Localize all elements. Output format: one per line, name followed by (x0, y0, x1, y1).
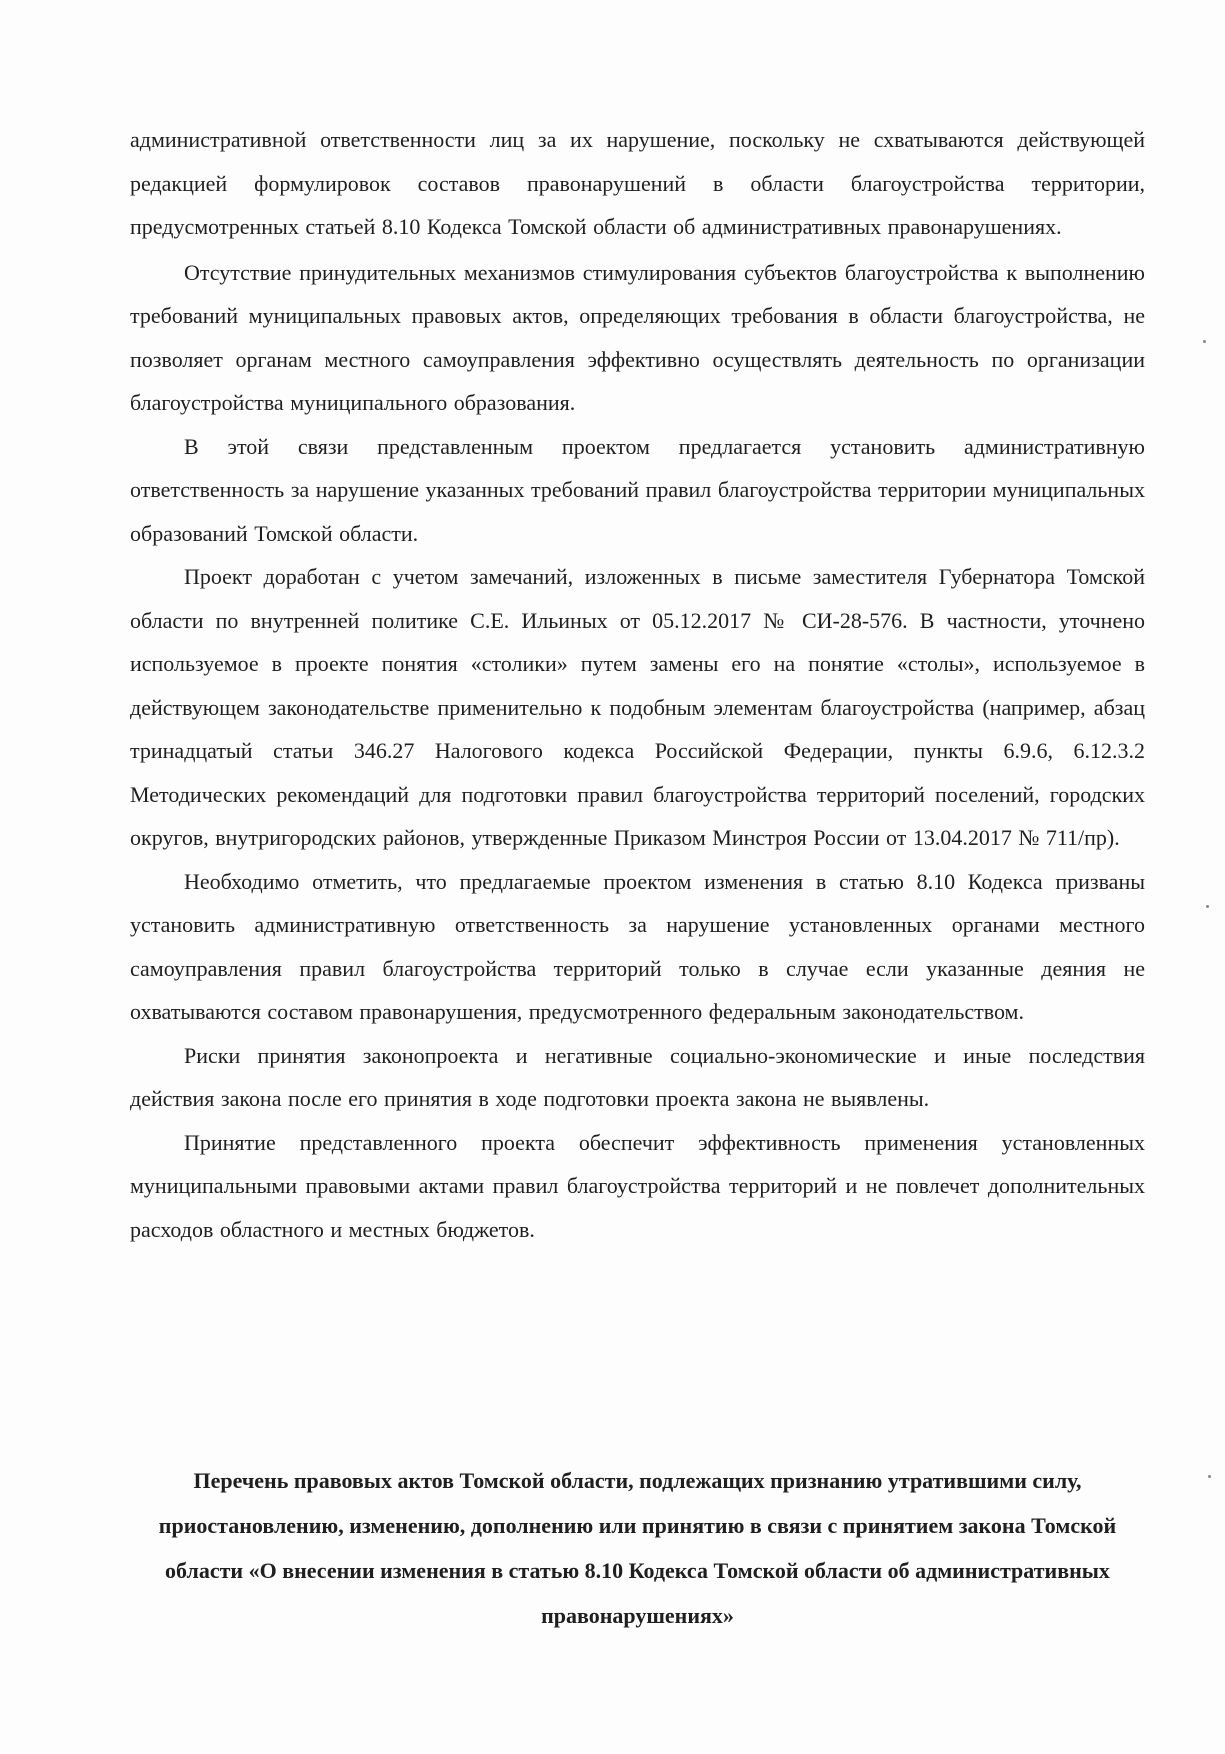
paragraph-note: Необходимо отметить, что предлагаемые проектом изменения в статью 8.10 Кодекса призваны установить административную ответственность за нарушение установленных органами местного самоуправления правил благоустройства территорий только в случае если указанные деяния не охватываются составом правонарушения, предусмотренного федеральным законодательством. (130, 868, 1145, 1024)
paragraph-effectiveness: Принятие представленного проекта обеспечит эффективность применения установленных муниципальными правовыми актами правил благоустройства территорий и не повлечет дополнительных расходов областного и местных бюджетов. (130, 1129, 1145, 1242)
paragraph-proposal: В этой связи представленным проектом предлагается установить административную ответственность за нарушение указанных требований правил благоустройства территории муниципальных образований Томской области. (130, 433, 1145, 546)
document-body (130, 118, 1145, 1251)
paragraph-risks: Риски принятия законопроекта и негативные социально-экономические и иные последствия действия закона после его принятия в ходе подготовки проекта закона не выявлены. (130, 1042, 1145, 1111)
scan-speck (1206, 905, 1209, 908)
section-heading: Перечень правовых актов Томской области, подлежащих признанию утратившими силу, приостановлению, изменению, дополнению или принятию в связи с принятием закона Томской области «О внесении изменения в статью 8.10 Кодекса Томской области об административных правонарушениях» (158, 1468, 1117, 1628)
paragraph-absence-of-mechanisms: Отсутствие принудительных механизмов стимулирования субъектов благоустройства к выполнению требований муниципальных правовых актов, определяющих требования в области благоустройства, не позволяет органам местного самоуправления эффективно осуществлять деятельность по организации благоустройства муниципального образования. (130, 259, 1145, 415)
scan-speck (1203, 340, 1206, 343)
paragraph-revision: Проект доработан с учетом замечаний, изложенных в письме заместителя Губернатора Томской области по внутренней политике С.Е. Ильиных от 05.12.2017 № СИ-28-576. В частности, уточнено используемое в проекте понятия «столики» путем замены его на понятие «столы», используемое в действующем законодательстве применительно к подобным элементам благоустройства (например, абзац тринадцатый статьи 346.27 Налогового кодекса Российской Федерации, пункты 6.9.6, 6.12.3.2 Методических рекомендаций для подготовки правил благоустройства территорий поселений, городских округов, внутригородских районов, утвержденные Приказом Минстроя России от 13.04.2017 № 711/пр). (130, 564, 1145, 850)
paragraph-continuation: административной ответственности лиц за их нарушение, поскольку не схватываются действующей редакцией формулировок составов правонарушений в области благоустройства территории, предусмотренных статьей 8.10 Кодекса Томской области об административных правонарушениях. (130, 127, 1145, 239)
scan-speck (1208, 1475, 1211, 1478)
